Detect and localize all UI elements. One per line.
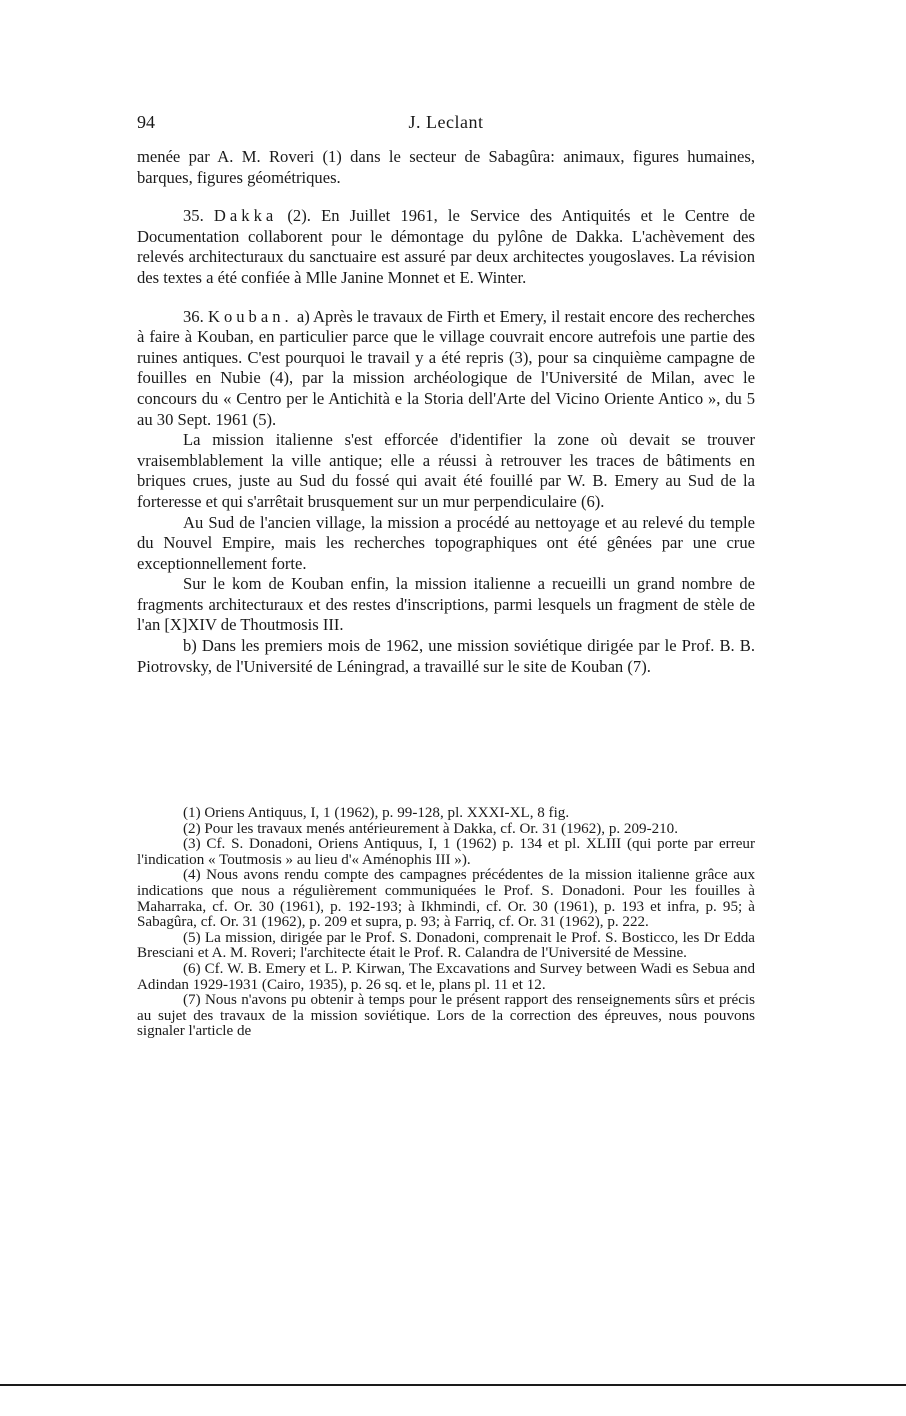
- footnote-5: (5) La mission, dirigée par le Prof. S. Donadoni, comprenait le Prof. S. Bosticco, les Dr Edda Bresciani et A. M. Roveri; l'architecte était le Prof. R. Calandra de l'Université de Messine.: [137, 929, 755, 962]
- section-35-text: (2). En Juillet 1961, le Service des Antiquités et le Centre de Documentation collaborent pour le démontage du pylône de Dakka. L'achèvement des relevés architecturaux du sanctuaire est assuré par deux architectes yougoslaves. La révision des textes a été confiée à Mlle Janine Monnet et E. Winter.: [137, 206, 755, 287]
- section-35-number: 35.: [183, 206, 204, 226]
- paragraph-continuation: menée par A. M. Roveri (1) dans le secteur de Sabagûra: animaux, figures humaines, barques, figures géométriques.: [137, 147, 755, 187]
- footnote-7: (7) Nous n'avons pu obtenir à temps pour le présent rapport des renseignements sûrs et précis au sujet des travaux de la mission soviétique. Lors de la correction des épreuves, nous pouvons signaler l'article de: [137, 992, 755, 1040]
- section-36-paragraph-4: Sur le kom de Kouban enfin, la mission italienne a recueilli un grand nombre de fragments architecturaux et des restes d'inscriptions, parmi lesquels un fragment de stèle de l'an [X]XIV de Thoutmosis III.: [137, 574, 755, 635]
- section-36-paragraph-3: Au Sud de l'ancien village, la mission a procédé au nettoyage et au relevé du temple du Nouvel Empire, mais les recherches topographiques ont été gênées par une crue exceptionnellement forte.: [137, 512, 755, 573]
- section-36-text: a) Après le travaux de Firth et Emery, il restait encore des recherches à faire à Kouban, en particulier parce que le village couvrait encore autrefois une partie des ruines antiques. C'est pourquoi le travail y a été repris (3), pour sa cinquième campagne de fouilles en Nubie (4), par la mission archéologique de l'Université de Milan, avec le concours du « Centro per le Antichità e la Storia dell'Arte del Vicino Oriente Antico », du 5 au 30 Sept. 1961 (5).: [137, 306, 755, 429]
- section-36-number: 36.: [183, 306, 204, 326]
- section-35-paragraph: [137, 206, 755, 288]
- section-36-paragraph-5: b) Dans les premiers mois de 1962, une mission soviétique dirigée par le Prof. B. B. Piotrovsky, de l'Université de Léningrad, a travaillé sur le site de Kouban (7).: [137, 636, 755, 676]
- section-36-paragraph-2: La mission italienne s'est efforcée d'identifier la zone où devait se trouver vraisemblablement la ville antique; elle a réussi à retrouver les traces de bâtiments en briques crues, juste au Sud du fossé qui avait été fouillé par W. B. Emery au Sud de la forteresse et qui s'arrêtait brusquement sur un mur perpendiculaire (6).: [137, 430, 755, 511]
- footnotes: [137, 806, 755, 1040]
- footnote-4: (4) Nous avons rendu compte des campagnes précédentes de la mission italienne grâce aux indications que nous a régulièrement communiquées le Prof. S. Donadoni. Pour les fouilles à Maharraka, cf. Or. 30 (1961), p. 192-193; à Ikhmindi, cf. Or. 30 (1961), p. 193 et infra, p. 95; à Sabagûra, cf. Or. 31 (1962), p. 209 et supra, p. 93; à Farriq, cf. Or. 31 (1962), p. 222.: [137, 867, 755, 931]
- page-number: 94: [137, 112, 155, 132]
- bottom-rule: [0, 1384, 906, 1386]
- running-head: J. Leclant: [408, 112, 484, 132]
- section-36-place: Kouban.: [207, 306, 293, 326]
- footnote-1: (1) Oriens Antiquus, I, 1 (1962), p. 99-128, pl. XXXI-XL, 8 fig.: [183, 805, 570, 821]
- footnote-6: (6) Cf. W. B. Emery et L. P. Kirwan, The Excavations and Survey between Wadi es Sebua and Adindan 1929-1931 (Cairo, 1935), p. 26 sq. et le, plans pl. 11 et 12.: [137, 960, 755, 993]
- footnote-2: (2) Pour les travaux menés antérieurement à Dakka, cf. Or. 31 (1962), p. 209-210.: [183, 820, 679, 837]
- body-text: [137, 147, 755, 677]
- page-header: [137, 112, 755, 138]
- section-36-paragraph: [137, 307, 755, 431]
- section-35-place: Dakka: [213, 206, 278, 226]
- footnote-3: (3) Cf. S. Donadoni, Oriens Antiquus, I, 1 (1962) p. 134 et pl. XLIII (qui porte par erreur l'indication « Toutmosis » au lieu d'« Aménophis III »).: [137, 836, 755, 868]
